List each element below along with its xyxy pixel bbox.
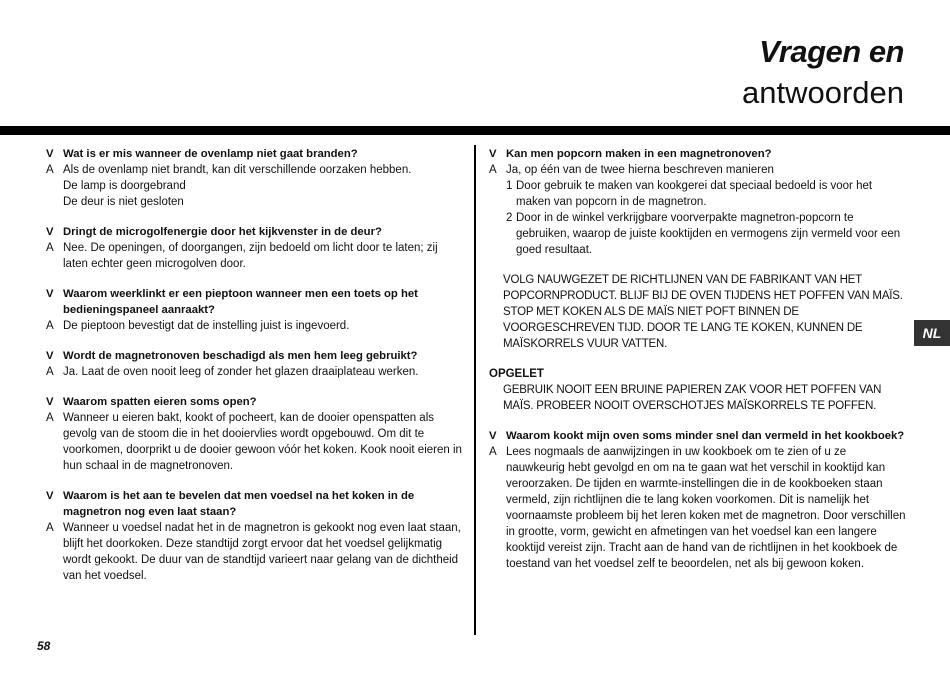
answer	[46, 318, 464, 334]
qa-empty-oven	[46, 348, 464, 380]
page-title-regular: antwoorden	[741, 75, 904, 110]
qa-oven-lamp	[46, 146, 464, 210]
question-text: Kan men popcorn maken in een magnetronoven?	[506, 148, 772, 160]
answer-text: De pieptoon bevestigt dat de instelling juist is ingevoerd.	[63, 320, 350, 332]
warning-text: GEBRUIK NOOIT EEN BRUINE PAPIEREN ZAK VOOR HET POFFEN VAN MAÏS. PROBEER NOOIT OVERSCHOTJES MAÏSKORRELS TE POFFEN.	[503, 384, 882, 412]
question	[489, 428, 907, 444]
question-text: Wat is er mis wanneer de ovenlamp niet gaat branden?	[63, 148, 358, 160]
question-text: Waarom spatten eieren soms open?	[63, 396, 257, 408]
qa-eggs	[46, 394, 464, 474]
question	[46, 224, 464, 240]
answer	[489, 162, 907, 178]
left-column	[46, 146, 464, 598]
answer-text: Lees nogmaals de aanwijzingen in uw kookboek om te zien of u ze nauwkeurig hebt gevolgd en om na te gaan wat het verschil in kooktijd kan veroorzaken. De tijden en warmte-instellingen die in de kookboeken staan vermeld, zijn richtlijnen die te lang koken voorkomen. Dit is namelijk het voornaamste probleem bij het leren koken met de magnetron. Door verschillen in grootte, vorm, gewicht en afmetingen van het voedsel kan een langere kooktijd vereist zijn. Tracht aan de hand van de richtlijnen in het kookboek de toestand van het voedsel zelf te beoordelen, net als bij gewoon koken.	[506, 446, 906, 570]
question	[46, 146, 464, 162]
answer-marker: A	[46, 320, 54, 332]
warning-heading: OPGELET	[489, 368, 544, 380]
question-marker: V	[46, 288, 54, 300]
warning-block	[489, 366, 907, 414]
qa-slow-cooking	[489, 428, 907, 572]
question	[46, 348, 464, 364]
column-divider	[474, 145, 476, 635]
answer-sub-line: De lamp is doorgebrand	[63, 180, 186, 192]
question-marker: V	[46, 226, 54, 238]
question-marker: V	[46, 148, 54, 160]
answer	[46, 162, 464, 178]
question-text: Waarom weerklinkt er een pieptoon wanneer men een toets op het bedieningspaneel aanraakt?	[63, 288, 418, 316]
numbered-item	[489, 178, 907, 210]
answer	[46, 364, 464, 380]
question	[489, 146, 907, 162]
answer-text: Wanneer u voedsel nadat het in de magnetron is gekookt nog even laat staan, blijft het doorkoken. Deze standtijd zorgt ervoor dat het voedsel gelijkmatig wordt gekookt. De duur van de standtijd varieert naar gelang van de dichtheid van het voedsel.	[63, 522, 461, 582]
qa-beep	[46, 286, 464, 334]
answer-marker: A	[489, 164, 497, 176]
qa-popcorn	[489, 146, 907, 352]
answer-text: Als de ovenlamp niet brandt, kan dit verschillende oorzaken hebben.	[63, 164, 412, 176]
answer	[46, 410, 464, 474]
qa-microwave-window	[46, 224, 464, 272]
language-tab: NL	[914, 320, 950, 346]
item-text: Door in de winkel verkrijgbare voorverpakte magnetron-popcorn te gebruiken, waarop de juiste kooktijden en vermogens zijn vermeld voor een goed resultaat.	[516, 212, 901, 256]
question	[46, 286, 464, 318]
item-number: 2	[506, 212, 513, 224]
right-column	[489, 146, 907, 586]
answer-text: Wanneer u eieren bakt, kookt of pocheert, kan de dooier openspatten als gevolg van de stoom die in het dooiervlies wordt opgebouwd. Om dit te voorkomen, doorprikt u de dooier gewoon vóór het koken. Kook nooit eieren in hun schaal in de magnetronoven.	[63, 412, 462, 472]
answer-marker: A	[46, 522, 54, 534]
header-rule	[0, 126, 950, 135]
question-marker: V	[46, 490, 54, 502]
page-header	[742, 34, 904, 112]
question-marker: V	[46, 396, 54, 408]
answer-marker: A	[46, 412, 54, 424]
question-marker: V	[46, 350, 54, 362]
answer-marker: A	[489, 446, 497, 458]
question-marker: V	[489, 430, 497, 442]
question-text: Waarom kookt mijn oven soms minder snel dan vermeld in het kookboek?	[506, 430, 905, 442]
numbered-item	[489, 210, 907, 258]
question	[46, 394, 464, 410]
answer-text: Ja, op één van de twee hierna beschreven manieren	[506, 164, 774, 176]
question-marker: V	[489, 148, 497, 160]
page-number: 58	[37, 639, 51, 653]
answer	[46, 240, 464, 272]
answer-marker: A	[46, 164, 54, 176]
answer-sub-line: De deur is niet gesloten	[63, 196, 184, 208]
question	[46, 488, 464, 520]
answer-text: Nee. De openingen, of doorgangen, zijn bedoeld om licht door te laten; zij laten echter geen microgolven door.	[63, 242, 438, 270]
item-text: Door gebruik te maken van kookgerei dat speciaal bedoeld is voor het maken van popcorn in de magnetron.	[516, 180, 873, 208]
popcorn-instructions: VOLG NAUWGEZET DE RICHTLIJNEN VAN DE FABRIKANT VAN HET POPCORNPRODUCT. BLIJF BIJ DE OVEN TIJDENS HET POFFEN VAN MAÏS. STOP MET KOKEN ALS DE MAÏS NIET POFT BINNEN DE VOORGESCHREVEN TIJD. DOOR TE LANG TE KOKEN, KUNNEN DE MAÏSKORRELS VUUR VATTEN.	[503, 274, 903, 350]
qa-standing-time	[46, 488, 464, 584]
item-number: 1	[506, 180, 513, 192]
answer-text: Ja. Laat de oven nooit leeg of zonder het glazen draaiplateau werken.	[63, 366, 419, 378]
answer	[489, 444, 907, 572]
answer-marker: A	[46, 242, 54, 254]
question-text: Wordt de magnetronoven beschadigd als men hem leeg gebruikt?	[63, 350, 418, 362]
answer	[46, 520, 464, 584]
page-title-bold: Vragen en	[759, 34, 904, 69]
question-text: Dringt de microgolfenergie door het kijkvenster in de deur?	[63, 226, 382, 238]
question-text: Waarom is het aan te bevelen dat men voedsel na het koken in de magnetron nog even laat staan?	[63, 490, 415, 518]
answer-marker: A	[46, 366, 54, 378]
